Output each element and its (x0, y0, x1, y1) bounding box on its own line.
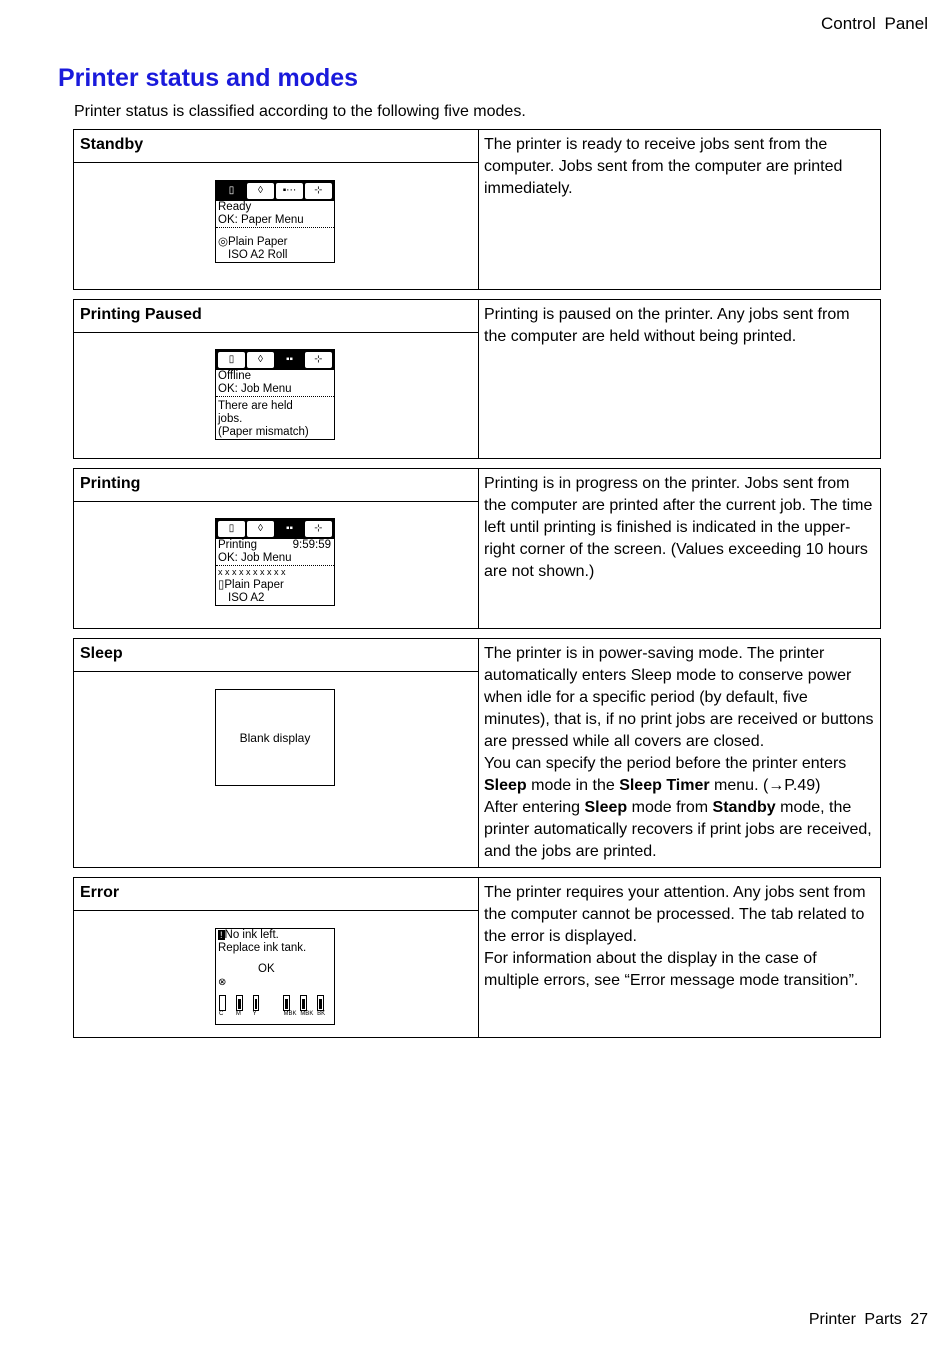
screen-line: OK: Job Menu (216, 383, 334, 397)
desc-paragraph (484, 797, 874, 863)
tab-bar (216, 350, 334, 370)
paper-tab-icon: ▯ (218, 352, 245, 368)
settings-tab-icon: ⊹ (305, 521, 332, 537)
ink-tank-icon (317, 995, 324, 1011)
screen-line: OK: Job Menu (216, 552, 334, 566)
media-icon: ◎ (218, 236, 229, 248)
ink-tank-icon (236, 995, 243, 1011)
page-footer: Printer Parts 27 (808, 1311, 928, 1328)
blank-display-label: Blank display (239, 730, 311, 745)
screen-line: (Paper mismatch) (218, 426, 309, 438)
screen-line: ISO A2 Roll (228, 249, 288, 261)
job-tab-icon: ▪▪ (276, 352, 303, 368)
ok-label: OK (258, 963, 275, 975)
page-header: Control Panel (820, 14, 928, 33)
text-bold: Standby (712, 799, 776, 816)
text-bold: Sleep (484, 777, 527, 794)
mode-printing (73, 468, 881, 629)
mode-paused-left (74, 300, 479, 458)
ink-tank-icon (300, 995, 307, 1011)
mode-sleep (73, 638, 881, 868)
mode-name: Standby (74, 130, 478, 163)
ink-tank-icon (253, 995, 260, 1011)
mode-sleep-left (74, 639, 479, 867)
desc-paragraph: For information about the display in the case of multiple errors, see “Error message mode transition”. (484, 950, 859, 989)
mode-description: Printing is in progress on the printer. Jobs sent from the computer are printed after the current job. The time left until printing is finished is indicated in the upper-right corner of the screen. (Values exceeding 10 hours are not shown.) (484, 475, 873, 580)
screen-line: Replace ink tank. (218, 942, 307, 954)
ink-tab-icon: ◊ (247, 183, 274, 199)
status-text: Printing (218, 539, 257, 551)
text: You can specify the period before the printer enters (484, 755, 847, 772)
ink-label: MBK (300, 1011, 314, 1017)
settings-tab-icon: ⊹ (305, 352, 332, 368)
display-screen (215, 518, 335, 606)
mode-description: Printing is paused on the printer. Any jobs sent from the computer are held without being printed. (484, 306, 850, 345)
screen-line (216, 539, 334, 552)
screen-line (216, 579, 334, 592)
page-title: Printer status and modes (58, 64, 359, 92)
ink-label: BK (317, 1011, 326, 1017)
mode-error (73, 877, 881, 1038)
mode-printing-left (74, 469, 479, 628)
progress-text: x x x x x x x x x x (218, 567, 286, 577)
job-tab-icon: ▪⋯ (276, 183, 303, 199)
desc-paragraph: The printer is in power-saving mode. The printer automatically enters Sleep mode to conserve power when idle for a specific period (by default, five minutes), that is, if no print jobs are received or buttons are pressed while all covers are closed. (484, 645, 874, 750)
ink-tank-icon (283, 995, 290, 1011)
ink-levels (216, 989, 334, 1011)
mode-name: Printing Paused (74, 300, 478, 333)
error-text: No ink left. (224, 929, 279, 941)
text: mode in the (526, 777, 620, 794)
screen-line: There are held (218, 400, 293, 412)
ink-tank-empty-icon (219, 995, 226, 1011)
desc-paragraph: The printer requires your attention. Any jobs sent from the computer cannot be processed. The tab related to the error is displayed. (484, 884, 866, 945)
screen-line (216, 929, 334, 942)
paper-tab-icon: ▯ (218, 183, 245, 199)
display-screen (215, 180, 335, 263)
screen-line-text: Plain Paper (224, 579, 284, 591)
warning-icon: ! (220, 930, 223, 940)
text-bold: Sleep (584, 799, 628, 816)
tab-bar (216, 181, 334, 201)
page-ref: menu. (→P.49) (709, 777, 821, 794)
error-x-icon: ⊗ (218, 977, 227, 988)
screen-line: jobs. (218, 413, 243, 425)
mode-error-left (74, 878, 479, 1037)
ink-labels (216, 1011, 334, 1021)
mode-description: The printer is ready to receive jobs sent from the computer. Jobs sent from the computer are printed immediately. (484, 136, 843, 197)
ink-label: C (219, 1011, 224, 1017)
mode-name: Sleep (74, 639, 478, 672)
ink-label: MBK (283, 1011, 297, 1017)
intro-text: Printer status is classified according to the following five modes. (74, 103, 526, 120)
text: mode, the printer automatically recovers if print jobs are received, and the jobs are printed. (484, 799, 872, 860)
screen-line: OK: Paper Menu (216, 214, 334, 228)
desc-paragraph (484, 753, 874, 797)
ink-tab-icon: ◊ (247, 352, 274, 368)
screen-line (216, 236, 334, 249)
job-tab-icon: ▪▪ (276, 521, 303, 537)
tab-bar (216, 519, 334, 539)
mode-description (484, 643, 874, 863)
mode-standby (73, 129, 881, 290)
mode-standby-left (74, 130, 479, 289)
paper-icon: ▯ (218, 579, 225, 591)
display-screen (215, 928, 335, 1025)
mode-description (484, 882, 874, 992)
screen-line: ISO A2 (228, 592, 265, 604)
screen-line: Offline (218, 370, 252, 382)
screen-line-text: Plain Paper (228, 236, 288, 248)
ink-tab-icon: ◊ (247, 521, 274, 537)
text-bold: Sleep Timer (619, 777, 710, 794)
mode-name: Error (74, 878, 478, 911)
text: mode from (627, 799, 713, 816)
display-screen (215, 349, 335, 440)
time-remaining: 9:59:59 (292, 539, 331, 551)
text: After entering (484, 799, 585, 816)
mode-name: Printing (74, 469, 478, 502)
ink-label: Y (252, 1011, 257, 1017)
blank-display (215, 689, 335, 786)
paper-tab-icon: ▯ (218, 521, 245, 537)
screen-line: Ready (218, 201, 252, 213)
mode-printing-paused (73, 299, 881, 459)
ink-label: M (235, 1011, 241, 1017)
settings-tab-icon: ⊹ (305, 183, 332, 199)
